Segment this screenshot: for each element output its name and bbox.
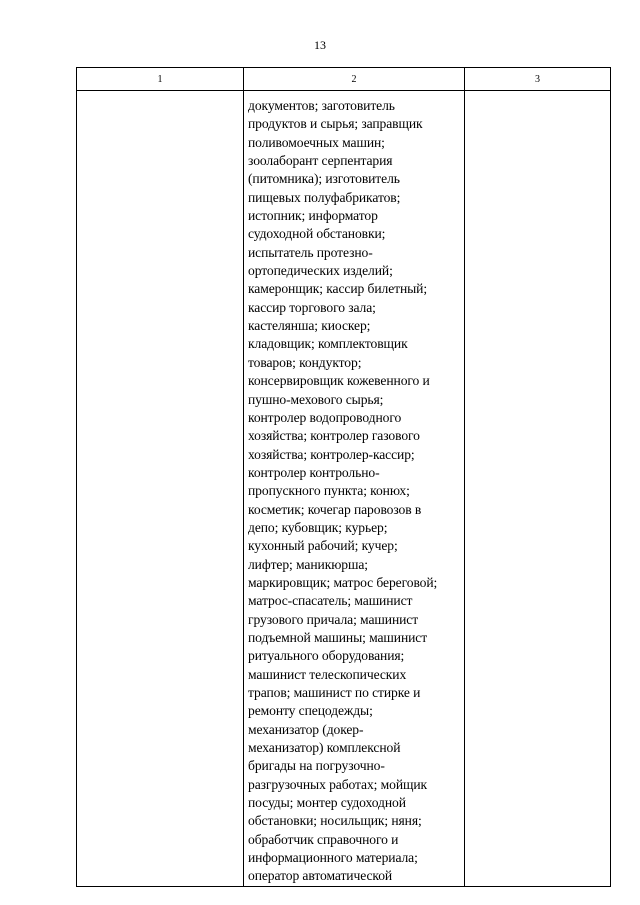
column-header-1: 1 xyxy=(77,68,244,91)
column-header-3: 3 xyxy=(465,68,611,91)
page-number: 13 xyxy=(314,38,326,52)
cell-text-col3 xyxy=(465,91,610,97)
table-cell-col1 xyxy=(77,91,244,887)
document-table xyxy=(76,67,611,887)
table-row xyxy=(77,91,611,887)
table-cell-col2 xyxy=(244,91,465,887)
table-cell-col3 xyxy=(465,91,611,887)
column-header-2: 2 xyxy=(244,68,465,91)
cell-text-col1 xyxy=(77,91,243,97)
cell-text-col2: документов; заготовитель продуктов и сырья; заправщик поливомоечных машин; зоолаборант серпентария (питомника); изготовитель пищевых полуфабрикатов; истопник; информатор судоходной обстановки; испытатель протезно- ортопедических изделий; камеронщик; кассир билетный; кассир торгового зала; кастелянша; киоскер; кладовщик; комплектовщик товаров; кондуктор; консервировщик кожевенного и пушно-мехового сырья; контролер водопроводного хозяйства; контролер газового хозяйства; контролер-кассир; контролер контрольно- пропускного пункта; конюх; косметик; кочегар паровозов в депо; кубовщик; курьер; кухонный рабочий; кучер; лифтер; маникюрша; маркировщик; матрос береговой; матрос-спасатель; машинист грузового причала; машинист подъемной машины; машинист ритуального оборудования; машинист телескопических трапов; машинист по стирке и ремонту спецодежды; механизатор (докер- механизатор) комплексной бригады на погрузочно- разгрузочных работах; мойщик посуды; монтер судоходной обстановки; носильщик; няня; обработчик справочного и информационного материала; оператор автоматической xyxy=(248,98,438,884)
table-header-row xyxy=(77,68,611,91)
